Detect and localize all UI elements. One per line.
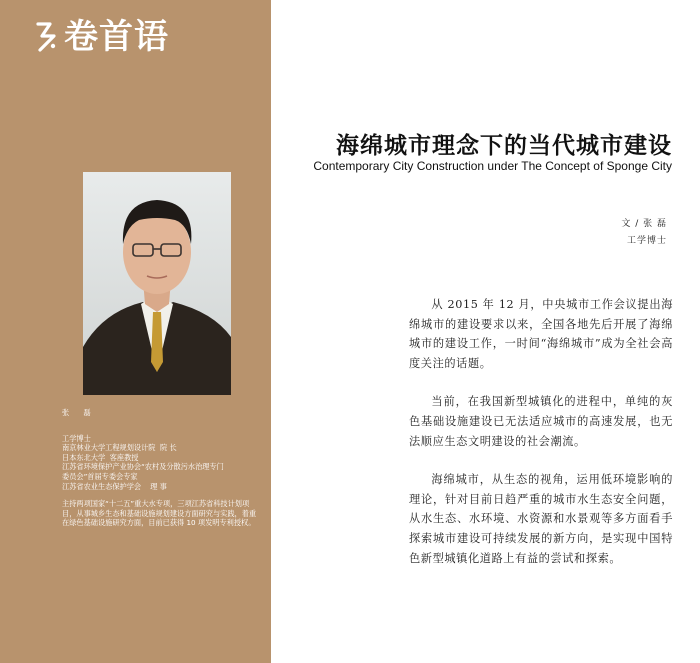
credential-item: 江苏省环境保护产业协会“农村及分散污水治理专门 [62,462,224,472]
author-bio [62,408,262,528]
author-description: 主持两项国家“十二五”重大水专项，三项江苏省科技计划项目，从事城乡生态和基础设施规划建设方面研究与实践，着重在绿色基础设施研究方面，目前已获得 10 项发明专利授权。 [62,499,257,528]
article-body [409,295,673,587]
author-portrait-image [83,172,231,395]
body-paragraph: 从 2015 年 12 月，中央城市工作会议提出海绵城市的建设要求以来，全国各地先后开展了海绵城市的建设工作，一时间“海绵城市”成为全社会高度关注的话题。 [409,298,673,370]
author-line: 文 / 张 磊 [621,219,667,229]
body-paragraph: 海绵城市，从生态的视角，运用低环境影响的理论，针对目前日趋严重的城市水生态安全问题，从水生态、水环境、水资源和水景观等多方面看手探索城市建设可持续发展的新方向，是实现中国特色新型城镇化道路上有益的尝试和探索。 [409,473,673,565]
credential-item: 委员会”首届专委会专家 [62,471,138,481]
author-name: 张 磊 [62,408,97,417]
credential-item: 南京林业大学工程规划设计院 院 长 [62,443,177,453]
byline [621,216,667,250]
body-paragraph: 当前，在我国新型城镇化的进程中，单纯的灰色基础设施建设已无法适应城市的高速发展，也无法顺应生态文明建设的社会潮流。 [409,395,673,448]
column-name: 卷首语 [64,17,169,57]
credential-item: 江苏省农业生态保护学会 理 事 [62,481,167,491]
author-degree: 工学博士 [626,236,667,246]
column-logo [34,18,169,56]
article-title-en: Contemporary City Construction under The Concept of Sponge City [313,159,672,173]
author-photo [83,172,231,395]
logo-mark-icon [34,20,58,54]
article-title-cn: 海绵城市理念下的当代城市建设 [336,133,672,159]
credential-item: 工学博士 [62,433,91,443]
credential-item: 日本东北大学 客座教授 [62,452,139,462]
